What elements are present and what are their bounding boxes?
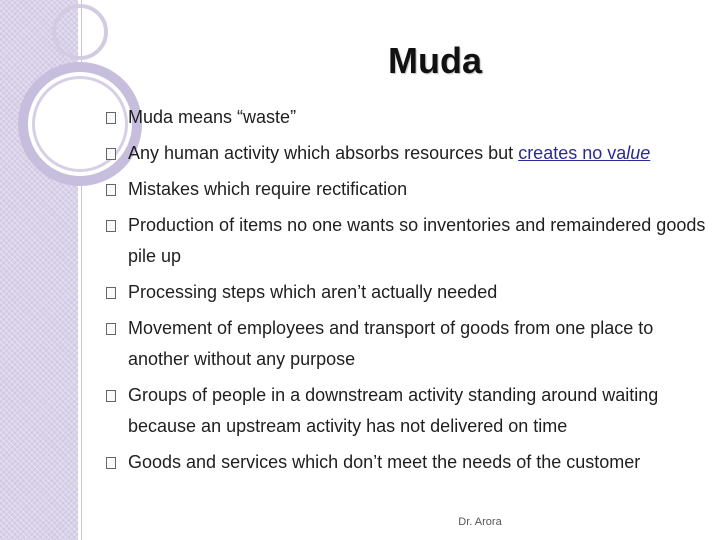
bullet-item	[102, 313, 714, 375]
square-bullet-icon	[106, 220, 116, 232]
square-bullet-icon	[106, 184, 116, 196]
bullet-text: Muda means “waste”	[128, 107, 297, 127]
bullet-text: Processing steps which aren’t actually needed	[128, 282, 498, 302]
bullet-text: Mistakes which require rectification	[128, 179, 408, 199]
footer-author: Dr. Arora	[458, 516, 502, 528]
bullet-item	[102, 174, 714, 205]
square-bullet-icon	[106, 112, 116, 124]
square-bullet-icon	[106, 457, 116, 469]
bullet-text: Goods and services which don’t meet the needs of the customer	[128, 452, 641, 472]
bullet-item	[102, 102, 714, 133]
square-bullet-icon	[106, 323, 116, 335]
square-bullet-icon	[106, 390, 116, 402]
square-bullet-icon	[106, 287, 116, 299]
bullet-item	[102, 447, 714, 478]
bullet-text: Movement of employees and transport of goods from one place to another without any purpose	[128, 318, 654, 369]
slide-title: Muda	[388, 40, 482, 81]
bullet-item	[102, 210, 714, 272]
decorative-small-ring	[52, 4, 108, 60]
bullet-text: Any human activity which absorbs resources but	[128, 143, 519, 163]
bullet-list	[102, 102, 714, 483]
hyperlink-text-italic: lue	[626, 143, 651, 163]
square-bullet-icon	[106, 148, 116, 160]
bullet-text: Groups of people in a downstream activity standing around waiting because an upstream activity has not delivered on time	[128, 385, 659, 436]
hyperlink-creates-no-value[interactable]	[518, 143, 650, 163]
bullet-item	[102, 277, 714, 308]
bullet-item	[102, 380, 714, 442]
bullet-item	[102, 138, 714, 169]
bullet-text: Production of items no one wants so inventories and remaindered goods pile up	[128, 215, 706, 266]
hyperlink-text: creates no va	[518, 143, 627, 163]
